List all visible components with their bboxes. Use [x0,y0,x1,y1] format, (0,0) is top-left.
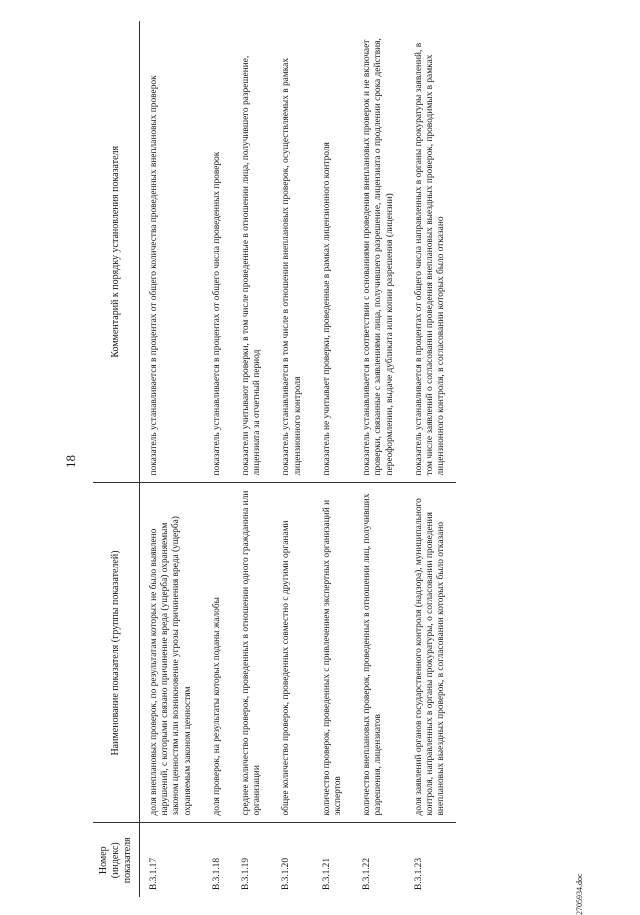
row-index: В.3.1.20 [281,857,292,890]
row-comment: показатели учитывают проверки, в том числе проведенные в отношении лица, получившего разрешение, лицензиата за отчетный период [232,21,272,483]
row-name: количество проверок, проведенных с привлечением экспертных организаций и экспертов [313,483,353,823]
table-row [272,21,312,897]
row-index: В.3.1.22 [362,857,373,890]
header-index: Номер (индекс) показателя [93,823,140,897]
row-comment: показатель не учитывает проверки, проведенные в рамках лицензионного контроля [313,21,353,483]
row-index: В.3.1.23 [413,857,424,890]
table-row [353,21,405,897]
row-name: среднее количество проверок, проведенных в отношении одного гражданина или организации [232,483,272,823]
row-index: В.3.1.18 [211,857,222,890]
document-code: 2705934.doc [575,873,584,915]
row-name: доля заявлений органов государственного контроля (надзора), муниципального контроля, направленных в органы прокуратуры, о согласовании проведения внеплановых выездных проверок, в согласовании которых было отказано [405,483,457,823]
header-comment: Комментарий к порядку установления показателя [93,21,140,483]
row-name: количество внеплановых проверок, проведенных в отношении лиц, получивших разрешения, лицензиатов [353,483,405,823]
row-name: доля внеплановых проверок, по результатам которых не было выявлено нарушений, с которыми связано причинение вреда (ущерба) охраняемым законом ценностям или возникновение угрозы причинения вреда (ущерба) охраняемым законом ценностям [140,483,203,823]
row-comment: показатель устанавливается в процентах от общего количества проведенных внеплановых проверок [140,21,203,483]
row-comment: показатель устанавливается в соответствии с основаниями проведения внеплановых проверок и не включает проверки, связанные с заявлениями лица, получившего разрешение, лицензиата о продлении срока действия, переоформлении, выдаче дубликата или копии разрешения (лицензии) [353,21,405,483]
page-number: 18 [63,455,78,468]
table-header-row [93,21,140,897]
rotated-page [55,18,584,915]
table-row [232,21,272,897]
table-row [405,21,457,897]
row-index: В.3.1.17 [149,857,159,890]
row-index: В.3.1.19 [241,857,252,890]
row-comment: показатель устанавливается в процентах от общего числа проведенных проверок [203,21,232,483]
table-row [203,21,232,897]
row-comment: показатель устанавливается в том числе в отношении внеплановых проверок, осуществляемых в рамках лицензионного контроля [272,21,312,483]
row-name: доля проверок, на результаты которых поданы жалобы [203,483,232,823]
row-index: В.3.1.21 [321,857,332,890]
indicators-table [93,21,456,897]
table-row [313,21,353,897]
header-name: Наименование показателя (группы показателей) [93,483,140,823]
table-row [140,21,203,897]
row-comment: показатель устанавливается в процентах от общего числа направленных в органы прокуратуры заявлений, в том числе заявлений о согласовании проведения внеплановых выездных проверок, проводимых в рамках лицензионного контроля, в согласовании которых было отказано [405,21,457,483]
row-name: общее количество проверок, проведенных совместно с другими органами [272,483,312,823]
